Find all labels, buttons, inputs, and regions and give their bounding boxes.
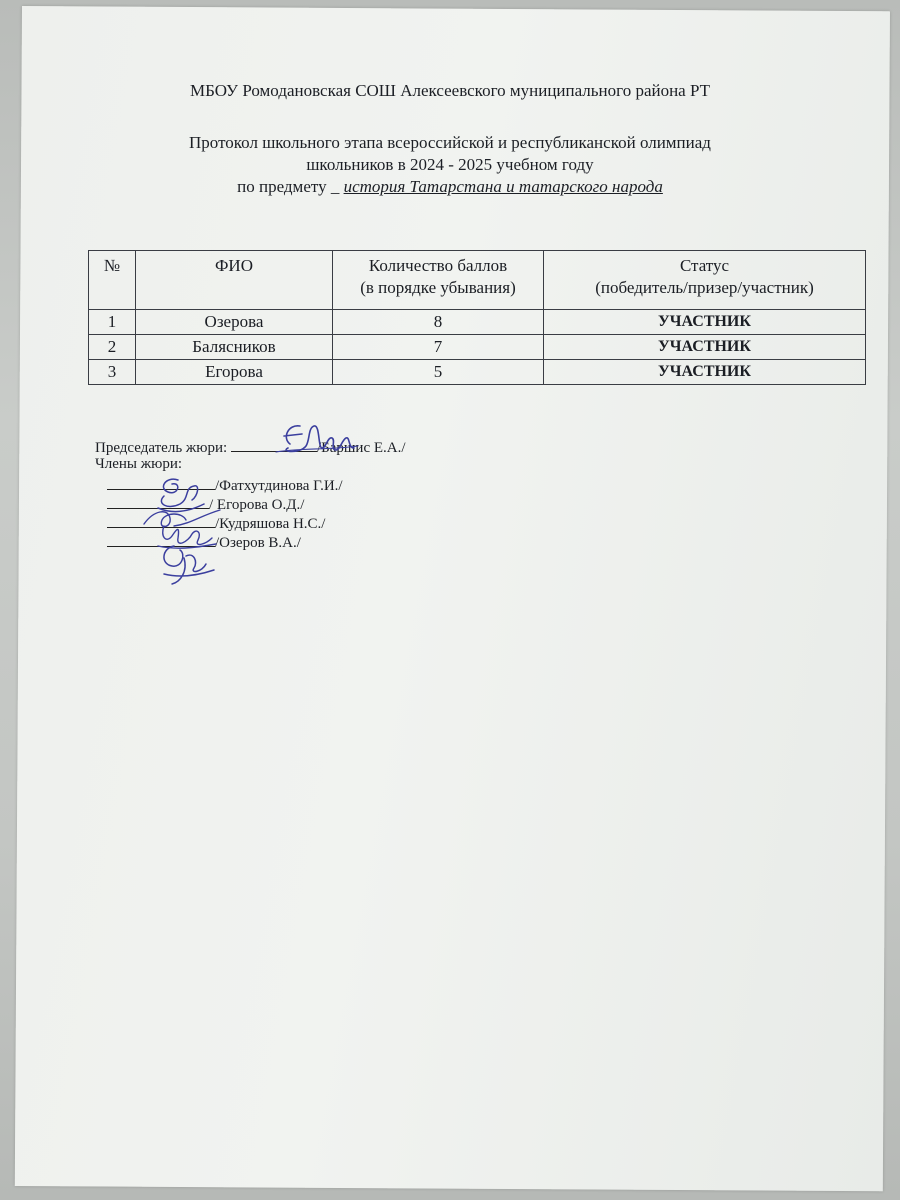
- header-status-line-1: Статус: [679, 256, 730, 275]
- signature-blank: [107, 493, 209, 509]
- header-status-line-2: (победитель/призер/участник): [595, 278, 814, 297]
- jury-member-line: [95, 493, 406, 512]
- jury-chair-line: [95, 436, 406, 455]
- row-name: Балясников: [136, 335, 333, 360]
- signature-blank: [231, 436, 317, 452]
- jury-signatures: [95, 436, 406, 550]
- subject-prefix: по предмету _: [237, 177, 340, 196]
- subject-line: [0, 176, 900, 198]
- table-row: [89, 310, 866, 335]
- jury-member-line: [95, 474, 406, 493]
- jury-chair-name: /Баршис Е.А./: [316, 440, 406, 456]
- signature-blank: [107, 531, 215, 547]
- school-name: МБОУ Ромодановская СОШ Алексеевского муниципального района РТ: [189, 81, 711, 100]
- row-number: 2: [89, 335, 136, 360]
- row-score: 8: [333, 310, 544, 335]
- header-name: ФИО: [136, 251, 333, 310]
- table-row: [89, 360, 866, 385]
- jury-chair-label: Председатель жюри:: [95, 440, 228, 456]
- row-status: УЧАСТНИК: [544, 360, 866, 385]
- jury-member-name: /Фатхутдинова Г.И./: [215, 478, 343, 494]
- signature-blank: [107, 474, 215, 490]
- row-number: 1: [89, 310, 136, 335]
- row-name: Озерова: [136, 310, 333, 335]
- protocol-title-line-2: школьников в 2024 - 2025 учебном году: [306, 155, 594, 174]
- row-status: УЧАСТНИК: [544, 335, 866, 360]
- row-score: 5: [333, 360, 544, 385]
- jury-member-line: [95, 531, 406, 550]
- results-table: [88, 250, 866, 385]
- row-name: Егорова: [136, 360, 333, 385]
- jury-member-line: [95, 512, 406, 531]
- header-number: №: [89, 251, 136, 310]
- table-row: [89, 335, 866, 360]
- header-score-line-2: (в порядке убывания): [360, 278, 516, 297]
- jury-member-name: /Озеров В.А./: [215, 535, 301, 551]
- jury-members-label: Члены жюри:: [95, 456, 183, 472]
- table-header-row: [89, 251, 866, 310]
- header-status: [544, 251, 866, 310]
- protocol-title: [0, 132, 900, 198]
- row-score: 7: [333, 335, 544, 360]
- subject-value: история Татарстана и татарского народа: [343, 177, 663, 196]
- jury-member-name: / Егорова О.Д./: [209, 497, 305, 513]
- header-score-line-1: Количество баллов: [368, 256, 508, 275]
- jury-member-name: /Кудряшова Н.С./: [215, 516, 326, 532]
- row-number: 3: [89, 360, 136, 385]
- protocol-title-line-1: Протокол школьного этапа всероссийской и республиканской олимпиад: [189, 133, 711, 152]
- signature-blank: [107, 512, 215, 528]
- row-status: УЧАСТНИК: [544, 310, 866, 335]
- header-score: [333, 251, 544, 310]
